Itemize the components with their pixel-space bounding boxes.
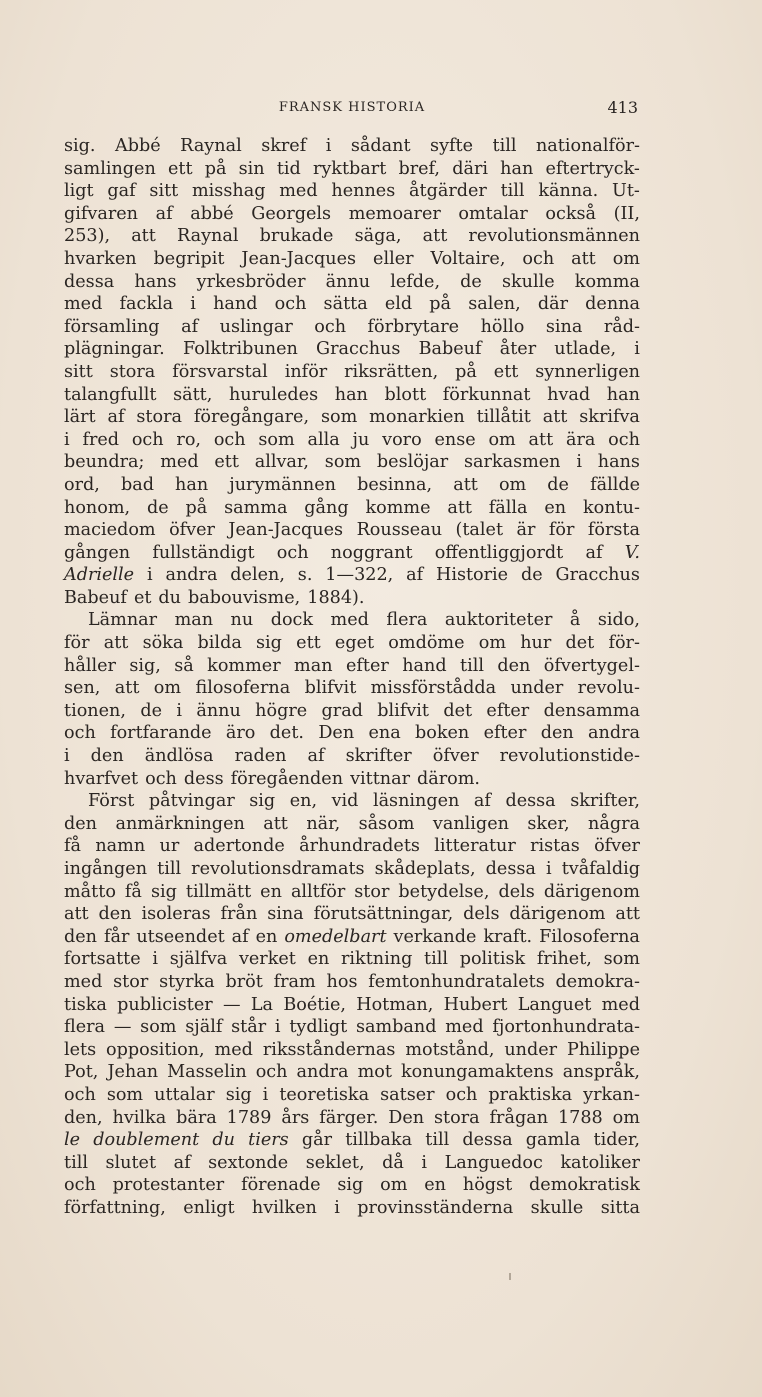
text-line: dessa hans yrkesbröder ännu lefde, de skulle komma (64, 271, 640, 292)
text-line: beundra; med ett allvar, som beslöjar sarkasmen i hans (64, 452, 640, 473)
text-line: Adrielle i andra delen, s. 1—322, af Historie de Gracchus (64, 565, 640, 586)
text-line: med fackla i hand och sätta eld på salen, där denna (64, 294, 640, 315)
text-line: Lämnar man nu dock med flera auktoriteter å sido, (88, 610, 640, 631)
text-line: lets opposition, med riksståndernas motstånd, under Philippe (64, 1039, 640, 1060)
text-line: måtto få sig tillmätt en alltför stor betydelse, dels därigenom (64, 881, 640, 902)
text-line: Först påtvingar sig en, vid läsningen af dessa skrifter, (88, 791, 640, 812)
text-line: och fortfarande äro det. Den ena boken efter den andra (64, 723, 640, 744)
text-line: gången fullständigt och noggrant offentliggjordt af V. (64, 542, 640, 563)
text-line: håller sig, så kommer man efter hand till den öfvertygel- (64, 655, 640, 676)
text-line: Pot, Jehan Masselin och andra mot konungamaktens anspråk, (64, 1062, 640, 1083)
page-number: 413 (607, 98, 638, 117)
text-line: författning, enligt hvilken i provinsständerna skulle sitta (64, 1197, 640, 1218)
text-line: honom, de på samma gång komme att fälla en kontu- (64, 497, 640, 518)
text-line: tionen, de i ännu högre grad blifvit det efter densamma (64, 700, 640, 721)
text-line: talangfullt sätt, huruledes han blott förkunnat hvad han (64, 384, 640, 405)
text-line: i fred och ro, och som alla ju voro ense om att ära och (64, 429, 640, 450)
text-line: ingången till revolutionsdramats skådeplats, dessa i tvåfaldig (64, 859, 640, 879)
text-line: le doublement du tiers går tillbaka till dessa gamla tider, (64, 1130, 640, 1151)
text-line: 253), att Raynal brukade säga, att revolutionsmännen (64, 226, 640, 247)
body-text (64, 135, 640, 1220)
text-line: maciedom öfver Jean-Jacques Rousseau (talet är för första (64, 520, 640, 541)
running-title: FRANSK HISTORIA (278, 100, 426, 115)
text-line: ligt gaf sitt misshag med hennes åtgärder till känna. Ut- (64, 181, 640, 202)
text-line: hvarfvet och dess föregåenden vittnar därom. (64, 768, 481, 789)
text-line: tiska publicister — La Boétie, Hotman, Hubert Languet med (64, 994, 640, 1015)
text-line: flera — som själf står i tydligt samband med fjortonhundrata- (64, 1017, 640, 1038)
text-line: och som uttalar sig i teoretiska satser och praktiska yrkan- (64, 1084, 640, 1105)
text-line: samlingen ett på sin tid ryktbart bref, däri han eftertryck- (64, 158, 640, 179)
text-line: församling af uslingar och förbrytare höllo sina råd- (64, 316, 640, 337)
text-line: sig. Abbé Raynal skref i sådant syfte till nationalför- (64, 136, 640, 156)
text-line: hvarken begripit Jean-Jacques eller Voltaire, och att om (64, 248, 640, 269)
text-line: gifvaren af abbé Georgels memoarer omtalar också (II, (64, 203, 640, 224)
paper-speck (509, 1273, 511, 1280)
text-line: för att söka bilda sig ett eget omdöme om hur det för- (64, 633, 640, 654)
text-line: sitt stora försvarstal inför riksrätten, på ett synnerligen (64, 361, 640, 382)
text-line: den, hvilka bära 1789 års färger. Den stora frågan 1788 om (64, 1107, 640, 1128)
text-line: plägningar. Folktribunen Gracchus Babeuf åter utlade, i (64, 339, 640, 360)
text-line: Babeuf et du babouvisme, 1884). (64, 587, 365, 608)
text-line: till slutet af sextonde seklet, då i Languedoc katoliker (64, 1152, 640, 1173)
text-line: den anmärkningen att när, såsom vanligen sker, några (64, 813, 640, 834)
text-line: lärt af stora föregångare, som monarkien tillåtit att skrifva (64, 407, 640, 428)
text-line: ord, bad han jurymännen besinna, att om de fällde (64, 474, 640, 495)
text-line: med stor styrka bröt fram hos femtonhundratalets demokra- (64, 971, 640, 992)
text-line: den får utseendet af en omedelbart verkande kraft. Filosoferna (64, 926, 640, 947)
text-line: att den isoleras från sina förutsättningar, dels därigenom att (64, 904, 640, 925)
text-line: i den ändlösa raden af skrifter öfver revolutionstide- (64, 746, 640, 767)
text-line: få namn ur adertonde århundradets litteratur ristas öfver (64, 836, 640, 857)
text-line: sen, att om filosoferna blifvit missförstådda under revolu- (64, 678, 640, 699)
text-line: fortsatte i själfva verket en riktning till politisk frihet, som (64, 949, 640, 970)
text-line: och protestanter förenade sig om en högst demokratisk (64, 1175, 640, 1196)
page-header (64, 98, 640, 118)
